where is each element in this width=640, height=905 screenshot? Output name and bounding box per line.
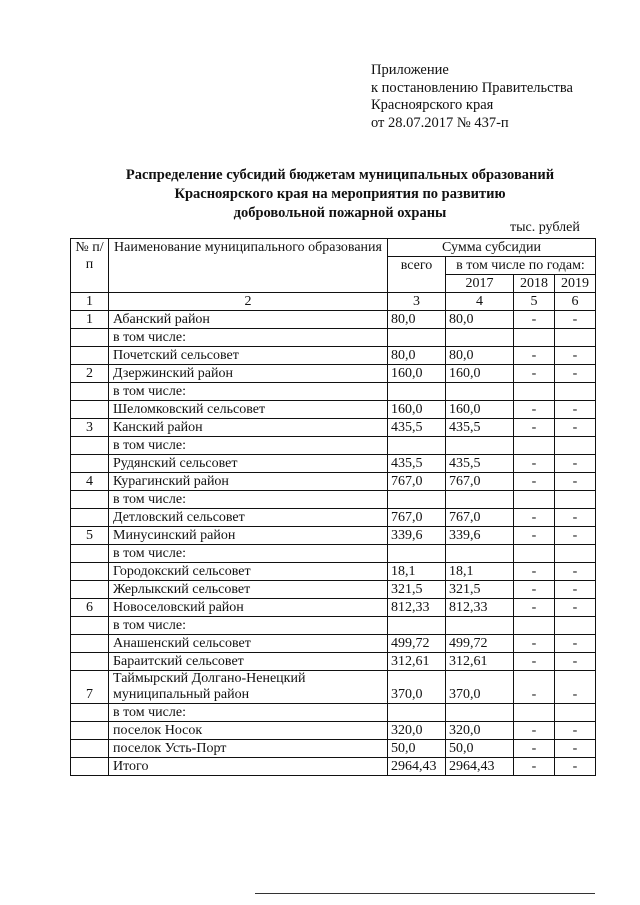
- total-amount: 499,72: [388, 635, 446, 653]
- table-row: [71, 347, 596, 365]
- row-number: [71, 383, 109, 401]
- table-row: [71, 437, 596, 455]
- total-amount: 767,0: [388, 473, 446, 491]
- row-number: [71, 401, 109, 419]
- amount-2019: -: [555, 722, 596, 740]
- amount-2017: 812,33: [446, 599, 514, 617]
- amount-2019: -: [555, 671, 596, 704]
- column-index: 5: [514, 293, 555, 311]
- amount-2018: -: [514, 671, 555, 704]
- title-line: добровольной пожарной охраны: [233, 205, 447, 221]
- municipality-name: Таймырский Долгано-Ненецкий муниципальный район: [109, 671, 388, 704]
- total-amount: 812,33: [388, 599, 446, 617]
- amount-2017: [446, 704, 514, 722]
- header-year-2019: 2019: [555, 275, 596, 293]
- total-amount: 435,5: [388, 419, 446, 437]
- amount-2018: -: [514, 419, 555, 437]
- total-amount: [388, 437, 446, 455]
- total-amount: 2964,43: [388, 758, 446, 776]
- municipality-name: Минусинский район: [109, 527, 388, 545]
- amount-2018: -: [514, 581, 555, 599]
- total-amount: 80,0: [388, 311, 446, 329]
- amount-2018: -: [514, 758, 555, 776]
- amount-2018: [514, 383, 555, 401]
- row-number: [71, 437, 109, 455]
- table-row: [71, 401, 596, 419]
- column-index: 4: [446, 293, 514, 311]
- amount-2017: 80,0: [446, 347, 514, 365]
- row-number: [71, 653, 109, 671]
- header-num: № п/п: [71, 239, 109, 293]
- municipality-name: Шеломковский сельсовет: [109, 401, 388, 419]
- municipality-name: Новоселовский район: [109, 599, 388, 617]
- row-number: [71, 581, 109, 599]
- table-row: [71, 491, 596, 509]
- row-number: [71, 329, 109, 347]
- amount-2019: -: [555, 527, 596, 545]
- municipality-name: Курагинский район: [109, 473, 388, 491]
- amount-2019: -: [555, 740, 596, 758]
- amount-2017: [446, 437, 514, 455]
- amount-2018: -: [514, 311, 555, 329]
- row-number: [71, 722, 109, 740]
- amount-2018: -: [514, 347, 555, 365]
- amount-2017: 435,5: [446, 455, 514, 473]
- amount-2019: [555, 491, 596, 509]
- row-number: [71, 704, 109, 722]
- amount-2017: 339,6: [446, 527, 514, 545]
- footer-divider: [255, 893, 595, 894]
- appendix-block: [371, 62, 573, 132]
- table-row: [71, 617, 596, 635]
- municipality-name: Рудянский сельсовет: [109, 455, 388, 473]
- row-number: 7: [71, 671, 109, 704]
- municipality-name: Жерлыкский сельсовет: [109, 581, 388, 599]
- amount-2017: 2964,43: [446, 758, 514, 776]
- amount-2018: [514, 491, 555, 509]
- amount-2018: -: [514, 563, 555, 581]
- table-row: [71, 722, 596, 740]
- amount-2019: [555, 545, 596, 563]
- table-row: [71, 455, 596, 473]
- amount-2019: -: [555, 401, 596, 419]
- total-amount: 321,5: [388, 581, 446, 599]
- header-total: всего: [388, 257, 446, 293]
- subsidy-table: [70, 238, 596, 776]
- table-row: [71, 563, 596, 581]
- units-label: тыс. рублей: [510, 220, 580, 235]
- municipality-name: Почетский сельсовет: [109, 347, 388, 365]
- row-number: [71, 455, 109, 473]
- municipality-name: Абанский район: [109, 311, 388, 329]
- amount-2017: 499,72: [446, 635, 514, 653]
- row-number: [71, 545, 109, 563]
- column-index: 2: [109, 293, 388, 311]
- amount-2017: 767,0: [446, 473, 514, 491]
- amount-2017: 321,5: [446, 581, 514, 599]
- amount-2017: 160,0: [446, 401, 514, 419]
- amount-2017: 370,0: [446, 671, 514, 704]
- amount-2019: -: [555, 509, 596, 527]
- amount-2018: [514, 329, 555, 347]
- amount-2017: 767,0: [446, 509, 514, 527]
- amount-2018: [514, 437, 555, 455]
- amount-2019: -: [555, 653, 596, 671]
- amount-2018: -: [514, 740, 555, 758]
- header-year-2017: 2017: [446, 275, 514, 293]
- amount-2019: -: [555, 581, 596, 599]
- amount-2017: 435,5: [446, 419, 514, 437]
- municipality-name: в том числе:: [109, 491, 388, 509]
- amount-2017: 312,61: [446, 653, 514, 671]
- total-amount: 312,61: [388, 653, 446, 671]
- municipality-name: Бараитский сельсовет: [109, 653, 388, 671]
- total-amount: 767,0: [388, 509, 446, 527]
- amount-2017: 160,0: [446, 365, 514, 383]
- table-row: [71, 509, 596, 527]
- table-row: [71, 758, 596, 776]
- amount-2018: -: [514, 473, 555, 491]
- title-line: Распределение субсидий бюджетам муниципальных образований: [125, 167, 555, 183]
- row-number: [71, 491, 109, 509]
- amount-2018: -: [514, 509, 555, 527]
- table-row: [71, 545, 596, 563]
- total-amount: [388, 704, 446, 722]
- municipality-name: поселок Носок: [109, 722, 388, 740]
- row-number: [71, 758, 109, 776]
- appendix-line: Красноярского края: [371, 97, 494, 113]
- amount-2019: -: [555, 473, 596, 491]
- amount-2018: -: [514, 599, 555, 617]
- amount-2018: -: [514, 653, 555, 671]
- total-amount: 339,6: [388, 527, 446, 545]
- municipality-name: Городокский сельсовет: [109, 563, 388, 581]
- row-number: 2: [71, 365, 109, 383]
- appendix-line: к постановлению Правительства: [371, 79, 573, 96]
- amount-2019: -: [555, 419, 596, 437]
- amount-2017: 320,0: [446, 722, 514, 740]
- total-amount: 18,1: [388, 563, 446, 581]
- row-number: 1: [71, 311, 109, 329]
- amount-2018: -: [514, 527, 555, 545]
- table-row: [71, 653, 596, 671]
- row-number: 5: [71, 527, 109, 545]
- appendix-line: от 28.07.2017 № 437-п: [371, 114, 509, 131]
- amount-2019: [555, 437, 596, 455]
- amount-2017: 50,0: [446, 740, 514, 758]
- header-year-2018: 2018: [514, 275, 555, 293]
- amount-2019: -: [555, 758, 596, 776]
- amount-2017: [446, 329, 514, 347]
- municipality-name: в том числе:: [109, 545, 388, 563]
- amount-2017: [446, 545, 514, 563]
- amount-2019: [555, 383, 596, 401]
- document-title: [80, 166, 600, 223]
- total-amount: [388, 491, 446, 509]
- row-number: 6: [71, 599, 109, 617]
- table-row: [71, 581, 596, 599]
- row-number: 4: [71, 473, 109, 491]
- row-number: [71, 740, 109, 758]
- amount-2019: -: [555, 635, 596, 653]
- amount-2017: 18,1: [446, 563, 514, 581]
- row-number: [71, 509, 109, 527]
- table-row: [71, 473, 596, 491]
- appendix-line: Приложение: [371, 62, 449, 78]
- table-row: [71, 527, 596, 545]
- total-amount: 435,5: [388, 455, 446, 473]
- amount-2018: -: [514, 401, 555, 419]
- amount-2018: [514, 617, 555, 635]
- amount-2019: -: [555, 599, 596, 617]
- municipality-name: в том числе:: [109, 617, 388, 635]
- table-row: [71, 419, 596, 437]
- municipality-name: в том числе:: [109, 704, 388, 722]
- row-number: [71, 635, 109, 653]
- table-row: [71, 599, 596, 617]
- header-row: [71, 239, 596, 257]
- municipality-name: в том числе:: [109, 437, 388, 455]
- amount-2019: [555, 704, 596, 722]
- column-index-row: [71, 293, 596, 311]
- amount-2017: [446, 491, 514, 509]
- municipality-name: Итого: [109, 758, 388, 776]
- table-row: [71, 671, 596, 704]
- total-amount: 320,0: [388, 722, 446, 740]
- header-sum: Сумма субсидии: [388, 239, 596, 257]
- municipality-name: в том числе:: [109, 329, 388, 347]
- table-row: [71, 311, 596, 329]
- total-amount: 80,0: [388, 347, 446, 365]
- total-amount: [388, 617, 446, 635]
- amount-2018: [514, 704, 555, 722]
- amount-2018: -: [514, 455, 555, 473]
- title-line: Красноярского края на мероприятия по развитию: [174, 186, 506, 202]
- column-index: 6: [555, 293, 596, 311]
- municipality-name: поселок Усть-Порт: [109, 740, 388, 758]
- total-amount: 160,0: [388, 365, 446, 383]
- total-amount: [388, 545, 446, 563]
- table-row: [71, 329, 596, 347]
- table-row: [71, 740, 596, 758]
- amount-2018: [514, 545, 555, 563]
- total-amount: 160,0: [388, 401, 446, 419]
- total-amount: [388, 383, 446, 401]
- municipality-name: Канский район: [109, 419, 388, 437]
- column-index: 1: [71, 293, 109, 311]
- column-index: 3: [388, 293, 446, 311]
- amount-2017: [446, 383, 514, 401]
- total-amount: [388, 329, 446, 347]
- municipality-name: в том числе:: [109, 383, 388, 401]
- amount-2019: -: [555, 455, 596, 473]
- table-row: [71, 704, 596, 722]
- table-row: [71, 635, 596, 653]
- header-by-years: в том числе по годам:: [446, 257, 596, 275]
- row-number: [71, 563, 109, 581]
- total-amount: 50,0: [388, 740, 446, 758]
- amount-2019: -: [555, 365, 596, 383]
- amount-2019: -: [555, 563, 596, 581]
- row-number: 3: [71, 419, 109, 437]
- table-row: [71, 383, 596, 401]
- amount-2019: -: [555, 347, 596, 365]
- amount-2019: [555, 329, 596, 347]
- row-number: [71, 617, 109, 635]
- amount-2019: [555, 617, 596, 635]
- amount-2018: -: [514, 635, 555, 653]
- total-amount: 370,0: [388, 671, 446, 704]
- amount-2017: [446, 617, 514, 635]
- municipality-name: Анашенский сельсовет: [109, 635, 388, 653]
- row-number: [71, 347, 109, 365]
- municipality-name: Дзержинский район: [109, 365, 388, 383]
- table-body: [71, 311, 596, 776]
- header-name: Наименование муниципального образования: [109, 239, 388, 293]
- municipality-name: Детловский сельсовет: [109, 509, 388, 527]
- amount-2018: -: [514, 365, 555, 383]
- amount-2018: -: [514, 722, 555, 740]
- amount-2019: -: [555, 311, 596, 329]
- table-row: [71, 365, 596, 383]
- amount-2017: 80,0: [446, 311, 514, 329]
